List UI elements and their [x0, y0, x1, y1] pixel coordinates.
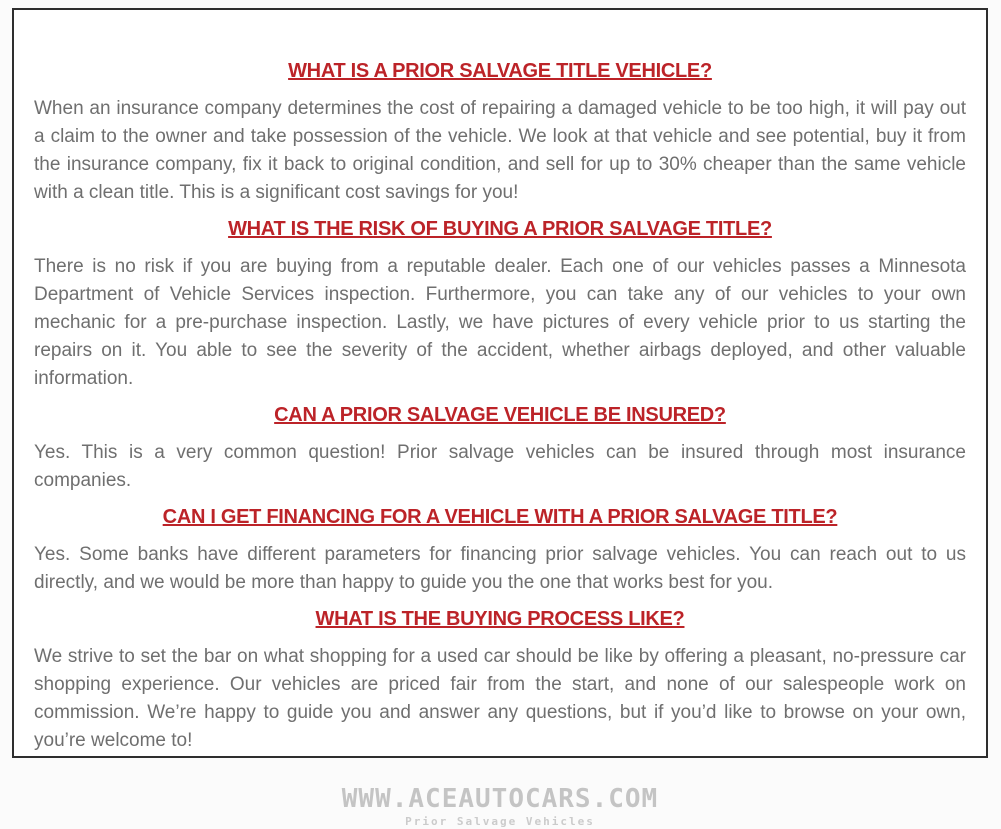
- footer-tagline-text: Prior Salvage Vehicles: [405, 815, 595, 828]
- faq-section-risk-of-buying: [34, 218, 966, 393]
- faq-section-what-is-prior-salvage: [34, 60, 966, 207]
- faq-paragraph-buying-process: We strive to set the bar on what shopping for a used car should be like by offering a pleasant, no-pressure car shopping experience. Our vehicles are priced fair from the start, and none of our salespeople work on commission. We’re happy to guide you and answer any questions, but if you’d like to browse on your own, you’re welcome to!: [34, 646, 966, 751]
- footer-website-text: WWW.ACEAUTOCARS.COM: [341, 784, 659, 814]
- faq-heading-buying-process: WHAT IS THE BUYING PROCESS LIKE?: [315, 608, 685, 630]
- faq-heading-can-be-insured: CAN A PRIOR SALVAGE VEHICLE BE INSURED?: [274, 404, 726, 426]
- footer-watermark: [34, 785, 966, 829]
- faq-paragraph-financing: Yes. Some banks have different parameters for financing prior salvage vehicles. You can reach out to us directly, and we would be more than happy to guide you the one that works best for you.: [34, 544, 966, 593]
- faq-heading-risk-of-buying: WHAT IS THE RISK OF BUYING A PRIOR SALVAGE TITLE?: [228, 218, 772, 240]
- faq-paragraph-can-be-insured: Yes. This is a very common question! Prior salvage vehicles can be insured through most insurance companies.: [34, 442, 966, 491]
- faq-section-financing: [34, 506, 966, 597]
- faq-heading-what-is-prior-salvage: WHAT IS A PRIOR SALVAGE TITLE VEHICLE?: [288, 60, 712, 82]
- faq-paragraph-what-is-prior-salvage: When an insurance company determines the cost of repairing a damaged vehicle to be too high, it will pay out a claim to the owner and take possession of the vehicle. We look at that vehicle and see potential, buy it from the insurance company, fix it back to original condition, and sell for up to 30% cheaper than the same vehicle with a clean title. This is a significant cost savings for you!: [34, 98, 966, 203]
- faq-content: [14, 10, 986, 829]
- faq-paragraph-risk-of-buying: There is no risk if you are buying from a reputable dealer. Each one of our vehicles passes a Minnesota Department of Vehicle Services inspection. Furthermore, you can take any of our vehicles to your own mechanic for a pre-purchase inspection. Lastly, we have pictures of every vehicle prior to us starting the repairs on it. You able to see the severity of the accident, whether airbags deployed, and other valuable information.: [34, 256, 966, 389]
- faq-section-can-be-insured: [34, 404, 966, 495]
- faq-flyer-page: [12, 8, 988, 828]
- faq-heading-financing: CAN I GET FINANCING FOR A VEHICLE WITH A PRIOR SALVAGE TITLE?: [162, 506, 838, 528]
- faq-section-buying-process: [34, 608, 966, 755]
